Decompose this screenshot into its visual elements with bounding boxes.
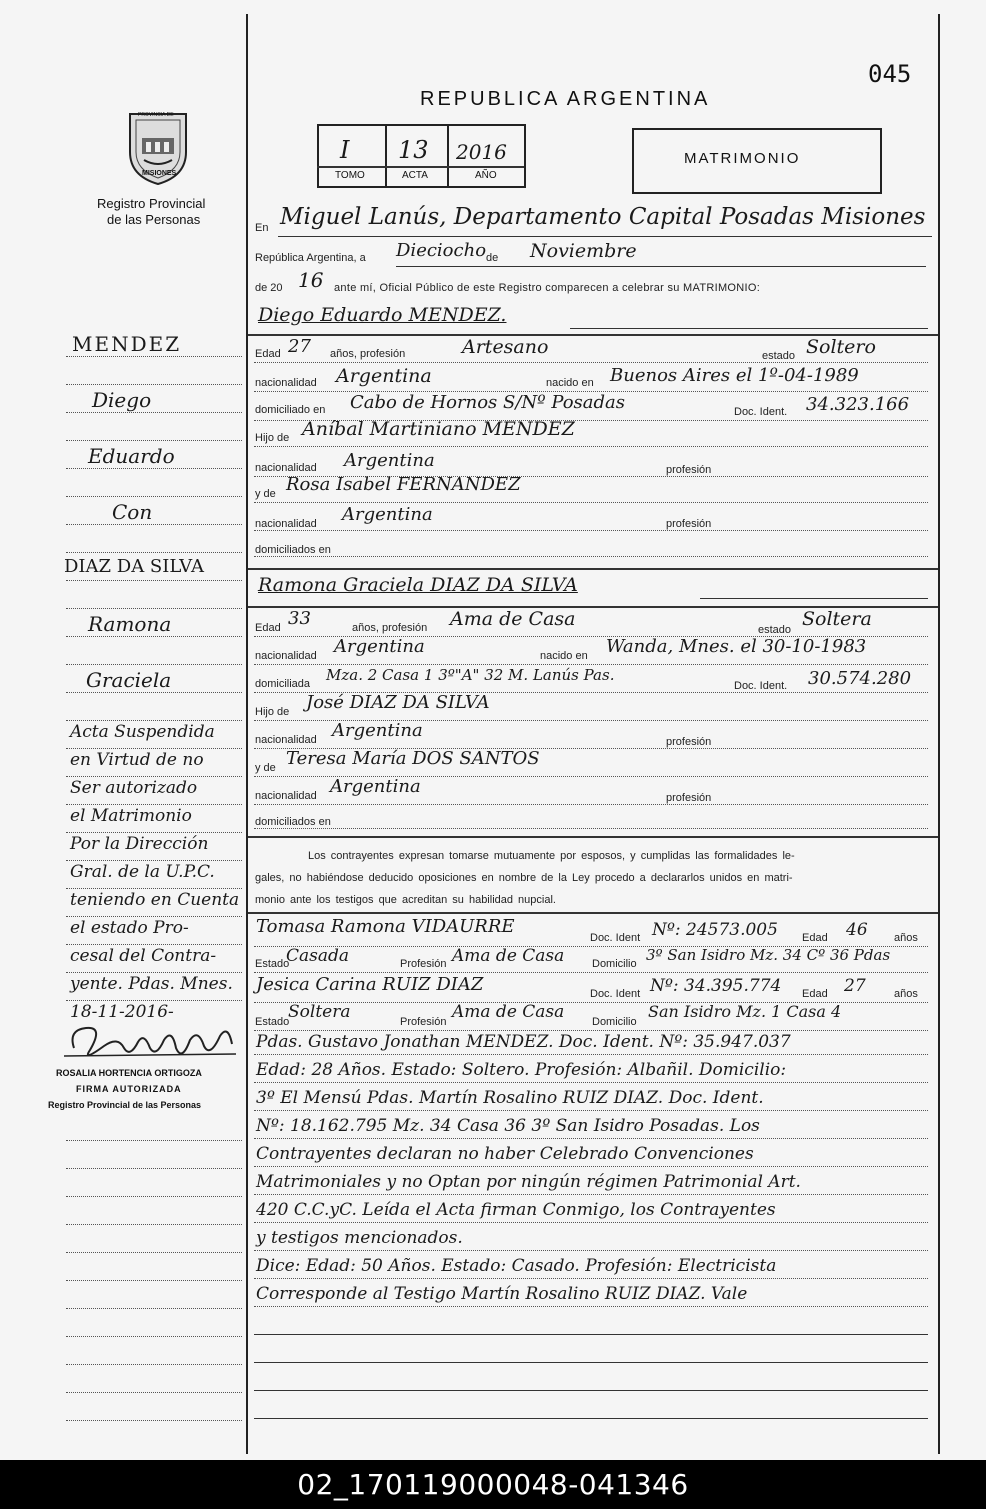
label-anos-w1: años [894,932,918,944]
country-title: REPUBLICA ARGENTINA [420,88,711,110]
bride-mother-nat: Argentina [330,776,421,797]
annotation-line: 18-11-2016- [70,1002,174,1022]
label-prof-w2: Profesión [400,1016,447,1028]
margin-groom-name-1: Diego [92,388,152,412]
bride-parents-dom-line [254,828,928,829]
margin-rule-line [66,524,242,525]
witness1-status: Casada [286,946,350,966]
body-rule-line [254,1362,928,1363]
margin-rule-line [66,1224,242,1225]
free-line: Nº: 18.162.795 Mz. 34 Casa 36 3º San Isidro Posadas. Los [256,1116,760,1136]
witness2-line-2 [254,1030,928,1031]
label-domiciliados-2: domiciliados en [255,816,331,828]
label-nac-4: nacionalidad [255,650,317,662]
margin-rule-line [66,832,242,833]
annotation-line: Gral. de la U.P.C. [70,862,215,882]
signature-graphic [64,1018,236,1066]
bride-father: José DIAZ DA SILVA [306,692,490,713]
label-yde-1: y de [255,488,276,500]
seal-label-bottom: MISIONES [142,170,177,177]
acta-value: 13 [398,136,429,164]
label-prof-w1: Profesión [400,958,447,970]
place: Miguel Lanús, Departamento Capital Posadas Misiones [280,204,926,230]
label-anos-prof-b: años, profesión [352,622,428,634]
free-line: Dice: Edad: 50 Años. Estado: Casado. Profesión: Electricista [256,1256,777,1276]
groom-mother-nat: Argentina [342,504,433,525]
annotation-line: el Matrimonio [70,806,192,826]
free-line: y testigos mencionados. [256,1228,463,1248]
date-line [396,266,926,267]
label-nac-1: nacionalidad [255,377,317,389]
witness1-address: 3º San Isidro Mz. 34 Cº 36 Pdas [646,946,891,964]
body-rule-line [254,1222,928,1223]
body-rule-line [254,1166,928,1167]
ano-value: 2016 [456,140,507,164]
section-rule-5 [248,912,938,914]
groom-name: Diego Eduardo MENDEZ. [258,304,507,326]
label-estado-w2: Estado [255,1016,290,1028]
annotation-line: yente. Pdas. Mnes. [70,974,233,994]
label-prof-4: profesión [666,792,712,804]
box-divider-1 [385,124,387,186]
margin-bride-surname: DIAZ DA SILVA [64,556,204,577]
label-nac-2: nacionalidad [255,462,317,474]
bride-age: 33 [288,608,311,629]
annotation-line: cesal del Contra- [70,946,217,966]
margin-rule-line [66,916,242,917]
groom-mother: Rosa Isabel FERNANDEZ [286,474,521,495]
body-rule-line [254,1082,928,1083]
label-estado-b: estado [758,624,792,636]
annotation-line: en Virtud de no [70,750,204,770]
groom-father-line [254,446,928,447]
margin-rule-line [66,748,242,749]
margin-rule-line [66,552,242,553]
paragraph-line-2: gales, no habiéndose deducido oposiciones en nombre de la Ley procedo a declararlos unidos en matri- [255,872,793,884]
margin-rule-line [66,888,242,889]
free-line: Contrayentes declaran no haber Celebrado Convenciones [256,1144,754,1164]
section-rule-2 [248,568,938,570]
label-prof-1: profesión [666,464,712,476]
annotation-line: Por la Dirección [70,834,209,854]
bride-name: Ramona Graciela DIAZ DA SILVA [258,574,578,596]
margin-rule-line [66,608,242,609]
margin-rule-line [66,1308,242,1309]
margin-bride-name-1: Ramona [88,612,172,636]
margin-rule-line [66,692,242,693]
section-rule-4 [248,836,938,838]
margin-rule-line [66,384,242,385]
body-rule-line [254,1054,928,1055]
seal-label-top: PROVINCIA DE [138,112,174,118]
box-label-rule [317,166,524,168]
margin-rule-line [66,860,242,861]
witness2-status: Soltera [288,1002,351,1022]
stamp-role: FIRMA AUTORIZADA [76,1084,182,1094]
acta-label: ACTA [402,170,428,181]
witness1-profession: Ama de Casa [452,946,565,966]
margin-rule-line [66,664,242,665]
margin-rule-line [66,1196,242,1197]
stamp-name: ROSALIA HORTENCIA ORTIGOZA [56,1068,202,1078]
groom-doc: 34.323.166 [806,394,910,415]
margin-rule-line [66,580,242,581]
body-rule-line [254,1334,928,1335]
groom-mother-line [254,502,928,503]
box-divider-2 [447,124,449,186]
label-nacido-1: nacido en [546,377,594,389]
witness1-age: 46 [846,920,868,940]
free-line: Pdas. Gustavo Jonathan MENDEZ. Doc. Ident. Nº: 35.947.037 [256,1032,791,1052]
margin-rule-line [66,1392,242,1393]
body-rule-line [254,1306,928,1307]
label-dom-1: domiciliado en [255,404,326,416]
registry-name-1: Registro Provincial [97,196,206,211]
margin-rule-line [66,496,242,497]
groom-age-line [254,362,928,363]
paragraph-line-1: Los contrayentes expresan tomarse mutuamente por esposos, y cumplidas las formalidades le- [308,850,795,862]
body-rule-line [254,1250,928,1251]
month: Noviembre [530,240,637,262]
bride-birth: Wanda, Mnes. el 30-10-1983 [606,636,867,657]
paragraph-line-3: monio ante los testigos que acreditan su habilidad nupcial. [255,894,556,906]
tomo-label: TOMO [335,170,365,181]
label-domiciliados-1: domiciliados en [255,544,331,556]
label-de: de [486,252,499,264]
groom-name-line [570,328,928,329]
bride-mother: Teresa María DOS SANTOS [286,748,540,769]
label-yde-b: y de [255,762,276,774]
annotation-line: Acta Suspendida [70,722,215,742]
margin-rule-line [66,1336,242,1337]
groom-birth: Buenos Aires el 1º-04-1989 [610,365,859,386]
label-year: de 20 [255,282,283,294]
label-anos-prof: años, profesión [330,348,406,360]
margin-rule-line [66,1140,242,1141]
margin-rule-line [66,720,242,721]
margin-bride-name-2: Graciela [86,668,172,692]
witness2-address: San Isidro Mz. 1 Casa 4 [648,1002,842,1021]
tomo-value: I [340,136,350,164]
folio-number: 045 [868,60,912,88]
label-nac-5: nacionalidad [255,734,317,746]
groom-parents-dom-line [254,556,928,557]
bride-profession: Ama de Casa [450,608,576,630]
margin-rule-line [66,944,242,945]
label-ante-mi: ante mí, Oficial Público de este Registro comparecen a celebrar su MATRIMONIO: [334,282,761,294]
bride-nat-line [254,664,928,665]
bride-name-line [700,598,928,599]
label-edad: Edad [255,348,281,360]
margin-rule-line [66,1252,242,1253]
body-rule-line [254,1390,928,1391]
label-estado-w1: Estado [255,958,290,970]
groom-status: Soltero [806,336,876,358]
witness1-doc: Nº: 24573.005 [652,920,778,940]
free-line: 420 C.C.yC. Leída el Acta firman Conmigo, los Contrayentes [256,1200,776,1220]
margin-rule-line [66,356,242,357]
label-edad-w1: Edad [802,932,828,944]
year: 16 [298,268,324,292]
groom-age: 27 [288,336,311,357]
registry-name-2: de las Personas [107,212,201,227]
document-type: MATRIMONIO [684,150,801,167]
label-nacido-2: nacido en [540,650,588,662]
margin-rule-line [66,972,242,973]
body-rule-line [254,1278,928,1279]
day: Dieciocho [396,240,487,261]
bride-doc: 30.574.280 [808,668,912,689]
free-line: Edad: 28 Años. Estado: Soltero. Profesión: Albañil. Domicilio: [256,1060,787,1080]
label-republica: República Argentina, a [255,252,366,264]
label-doc-w2: Doc. Ident [590,988,641,1000]
label-prof-3: profesión [666,736,712,748]
margin-rule-line [66,1420,242,1421]
body-rule-line [254,1138,928,1139]
annotation-line: Ser autorizado [70,778,198,798]
bride-address: Mza. 2 Casa 1 3º"A" 32 M. Lanús Pas. [326,666,615,684]
groom-nationality: Argentina [336,365,432,387]
groom-mother-nat-line [254,530,928,531]
witness2-profession: Ama de Casa [452,1002,565,1022]
margin-rule-line [66,776,242,777]
left-column-rule [246,14,248,1454]
label-nac-6: nacionalidad [255,790,317,802]
margin-rule-line [66,1168,242,1169]
bride-father-nat: Argentina [332,720,423,741]
witness2-age: 27 [844,976,866,996]
witness2-doc: Nº: 34.395.774 [650,976,782,996]
annotation-line: el estado Pro- [70,918,189,938]
label-dom-b: domiciliada [255,678,311,690]
margin-rule-line [66,636,242,637]
label-anos-w2: años [894,988,918,1000]
label-dom-w1: Domicilio [592,958,637,970]
body-rule-line [254,1418,928,1419]
place-line [278,236,932,237]
free-line: Corresponde al Testigo Martín Rosalino RUIZ DIAZ. Vale [256,1284,748,1304]
margin-rule-line [66,1280,242,1281]
margin-con: Con [112,500,153,524]
label-doc-1: Doc. Ident. [734,406,788,418]
label-en: En [255,222,269,234]
bride-nationality: Argentina [334,636,425,657]
margin-rule-line [66,1000,242,1001]
label-hijo-1: Hijo de [255,432,290,444]
label-doc-w1: Doc. Ident [590,932,641,944]
margin-groom-name-2: Eduardo [88,444,175,468]
bride-status: Soltera [802,608,872,630]
body-rule-line [254,1110,928,1111]
label-dom-w2: Domicilio [592,1016,637,1028]
ano-label: AÑO [475,170,497,181]
label-prof-2: profesión [666,518,712,530]
margin-rule-line [66,804,242,805]
label-edad-b: Edad [255,622,281,634]
right-margin-rule [938,14,940,1454]
margin-groom-surname: MENDEZ [72,332,182,356]
free-line: Matrimoniales y no Optan por ningún régimen Patrimonial Art. [256,1172,801,1192]
label-estado: estado [762,350,796,362]
margin-rule-line [66,468,242,469]
free-line: 3º El Mensú Pdas. Martín Rosalino RUIZ DIAZ. Doc. Ident. [256,1088,764,1108]
body-rule-line [254,1194,928,1195]
groom-address: Cabo de Hornos S/Nº Posadas [350,392,626,413]
label-hijo-b: Hijo de [255,706,290,718]
footer-barcode-id: 02_170119000048-041346 [0,1460,986,1509]
groom-father: Aníbal Martiniano MENDEZ [302,418,575,440]
groom-profession: Artesano [462,336,549,358]
witness1-line-2 [254,972,928,973]
groom-father-nat: Argentina [344,450,435,471]
annotation-line: teniendo en Cuenta [70,890,240,910]
label-doc-b: Doc. Ident. [734,680,788,692]
witness2-name: Jesica Carina RUIZ DIAZ [256,974,484,995]
margin-rule-line [66,412,242,413]
label-edad-w2: Edad [802,988,828,1000]
stamp-org: Registro Provincial de las Personas [48,1100,202,1110]
label-nac-3: nacionalidad [255,518,317,530]
margin-rule-line [66,1364,242,1365]
witness1-name: Tomasa Ramona VIDAURRE [256,916,515,937]
margin-rule-line [66,440,242,441]
bride-mother-nat-line [254,804,928,805]
